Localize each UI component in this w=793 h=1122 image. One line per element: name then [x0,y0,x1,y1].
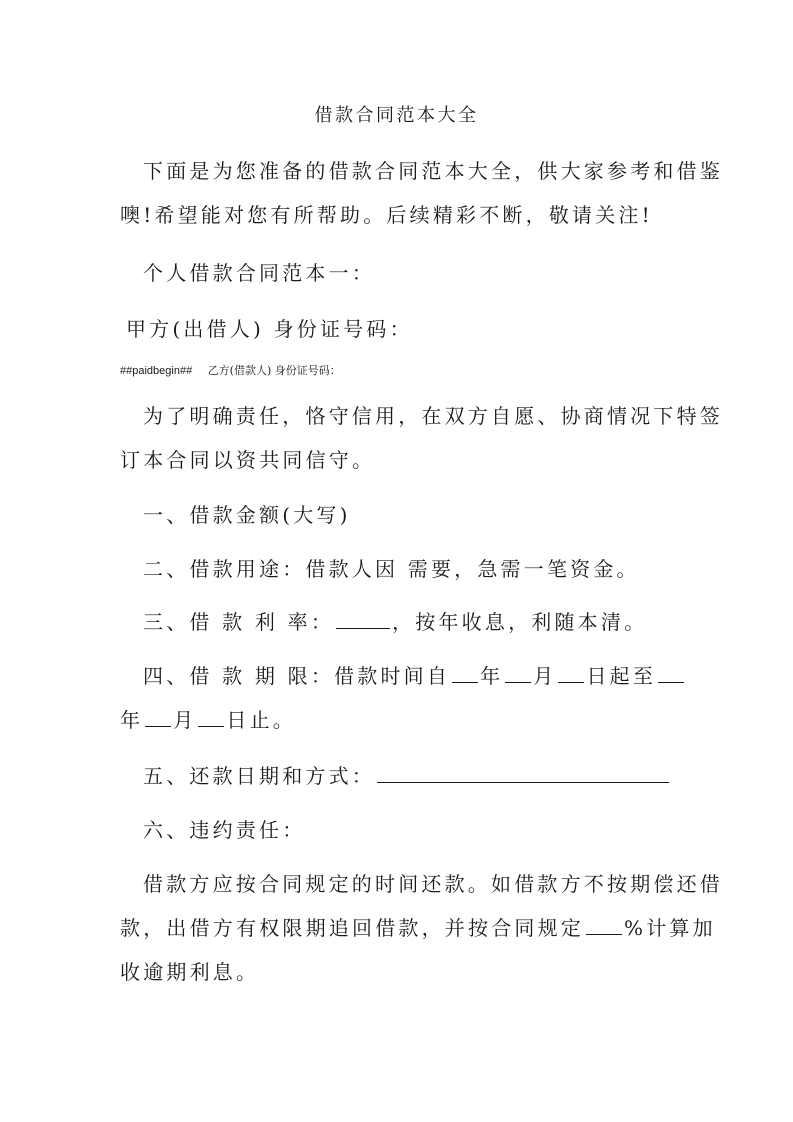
preamble-line-1: 为了明确责任，恪守信用，在双方自愿、协商情况下特签 [143,404,723,428]
clause-4-label: 四、借 款 期 限：借款时间自 [143,664,451,688]
interest-rate-blank[interactable] [336,610,390,629]
breach-line-1: 借款方应按合同规定的时间还款。如借款方不按期偿还借 [143,872,723,896]
start-year-blank[interactable] [452,664,478,683]
start-month-blank[interactable] [505,664,531,683]
end-day-blank[interactable] [198,708,224,727]
breach-line-3: 收逾期利息。 [120,960,260,984]
penalty-rate-blank[interactable] [586,916,622,935]
clause-4 [143,664,686,688]
end-year-blank[interactable] [658,664,684,683]
month-label: 月 [533,664,557,688]
intro-line-2: 噢!希望能对您有所帮助。后续精彩不断，敬请关注! [120,203,653,227]
day-to-label: 日止。 [226,708,297,732]
party-a-line: 甲方(出借人) 身份证号码： [126,317,413,341]
clause-5 [143,764,671,788]
clause-2: 二、借款用途：借款人因 需要，急需一笔资金。 [143,557,640,581]
intro-line-1: 下面是为您准备的借款合同范本大全，供大家参考和借鉴 [143,159,723,183]
year-label: 年 [120,708,144,732]
month-label: 月 [173,708,197,732]
clause-5-label: 五、还款日期和方式： [143,764,375,788]
end-month-blank[interactable] [145,708,171,727]
breach-line-2 [120,916,716,940]
repayment-method-blank[interactable] [377,764,669,783]
clause-1: 一、借款金额(大写) [143,503,351,527]
section-heading: 个人借款合同范本一： [143,261,375,285]
clause-3 [143,610,647,634]
breach-line-2-suffix: %计算加 [624,916,716,940]
day-from-label: 日起至 [586,664,657,688]
preamble-line-2: 订本合同以资共同信守。 [120,448,376,472]
clause-4-cont [120,708,296,732]
paid-marker: ##paidbegin## [120,365,193,377]
document-title: 借款合同范本大全 [314,105,479,126]
start-day-blank[interactable] [558,664,584,683]
clause-3-label: 三、借 款 利 率： [143,610,335,634]
clause-3-text: ，按年收息，利随本清。 [392,610,648,634]
breach-line-2-text: 款，出借方有权限期追回借款，并按合同规定 [120,916,584,940]
party-b-row [120,359,341,383]
clause-6: 六、违约责任： [143,818,306,842]
year-label: 年 [480,664,504,688]
party-b-line: 乙方(借款人) 身份证号码： [207,364,341,377]
